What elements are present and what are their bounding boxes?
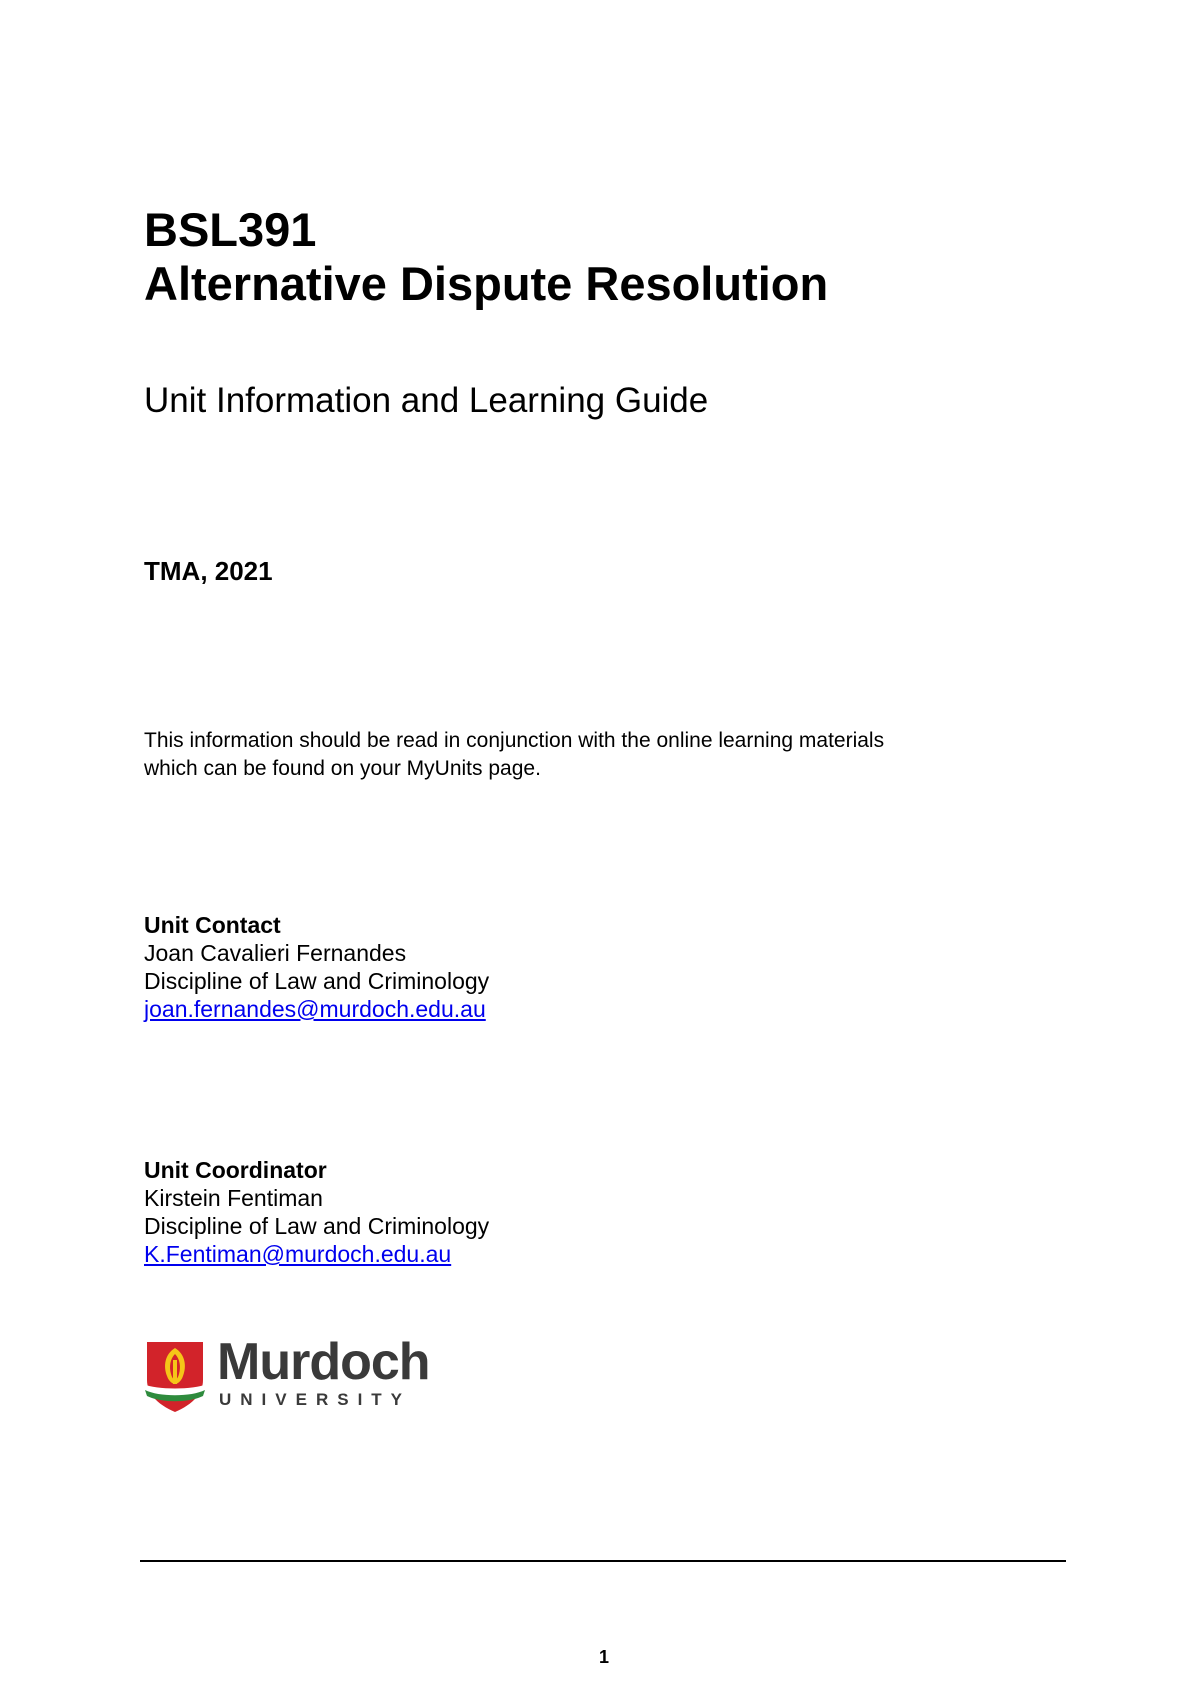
logo-tagline: UNIVERSITY (219, 1390, 412, 1409)
unit-contact-name: Joan Cavalieri Fernandes (144, 940, 407, 966)
unit-contact-block (144, 911, 489, 1023)
unit-coordinator-name: Kirstein Fentiman (144, 1185, 323, 1211)
unit-contact-discipline: Discipline of Law and Criminology (144, 968, 490, 994)
murdoch-university-logo (143, 1333, 443, 1418)
unit-coordinator-discipline: Discipline of Law and Criminology (144, 1213, 490, 1239)
reading-notice (144, 727, 1044, 783)
course-code: BSL391 (144, 203, 317, 256)
term-label: TMA, 2021 (144, 556, 273, 586)
unit-contact-email-link[interactable]: joan.fernandes@murdoch.edu.au (144, 996, 486, 1022)
course-title: Alternative Dispute Resolution (144, 257, 829, 310)
reading-notice-line-2: which can be found on your MyUnits page. (144, 757, 541, 780)
footer-divider (140, 1560, 1066, 1562)
unit-coordinator-email-link[interactable]: K.Fentiman@murdoch.edu.au (144, 1241, 452, 1267)
reading-notice-line-1: This information should be read in conjunction with the online learning materials (144, 729, 885, 752)
unit-coordinator-heading: Unit Coordinator (144, 1157, 327, 1183)
unit-coordinator-block (144, 1156, 489, 1268)
unit-contact-heading: Unit Contact (144, 912, 281, 938)
document-subtitle: Unit Information and Learning Guide (144, 381, 709, 420)
page-number: 1 (598, 1647, 609, 1667)
logo-wordmark: Murdoch (217, 1333, 430, 1391)
murdoch-crest-icon (143, 1340, 207, 1414)
